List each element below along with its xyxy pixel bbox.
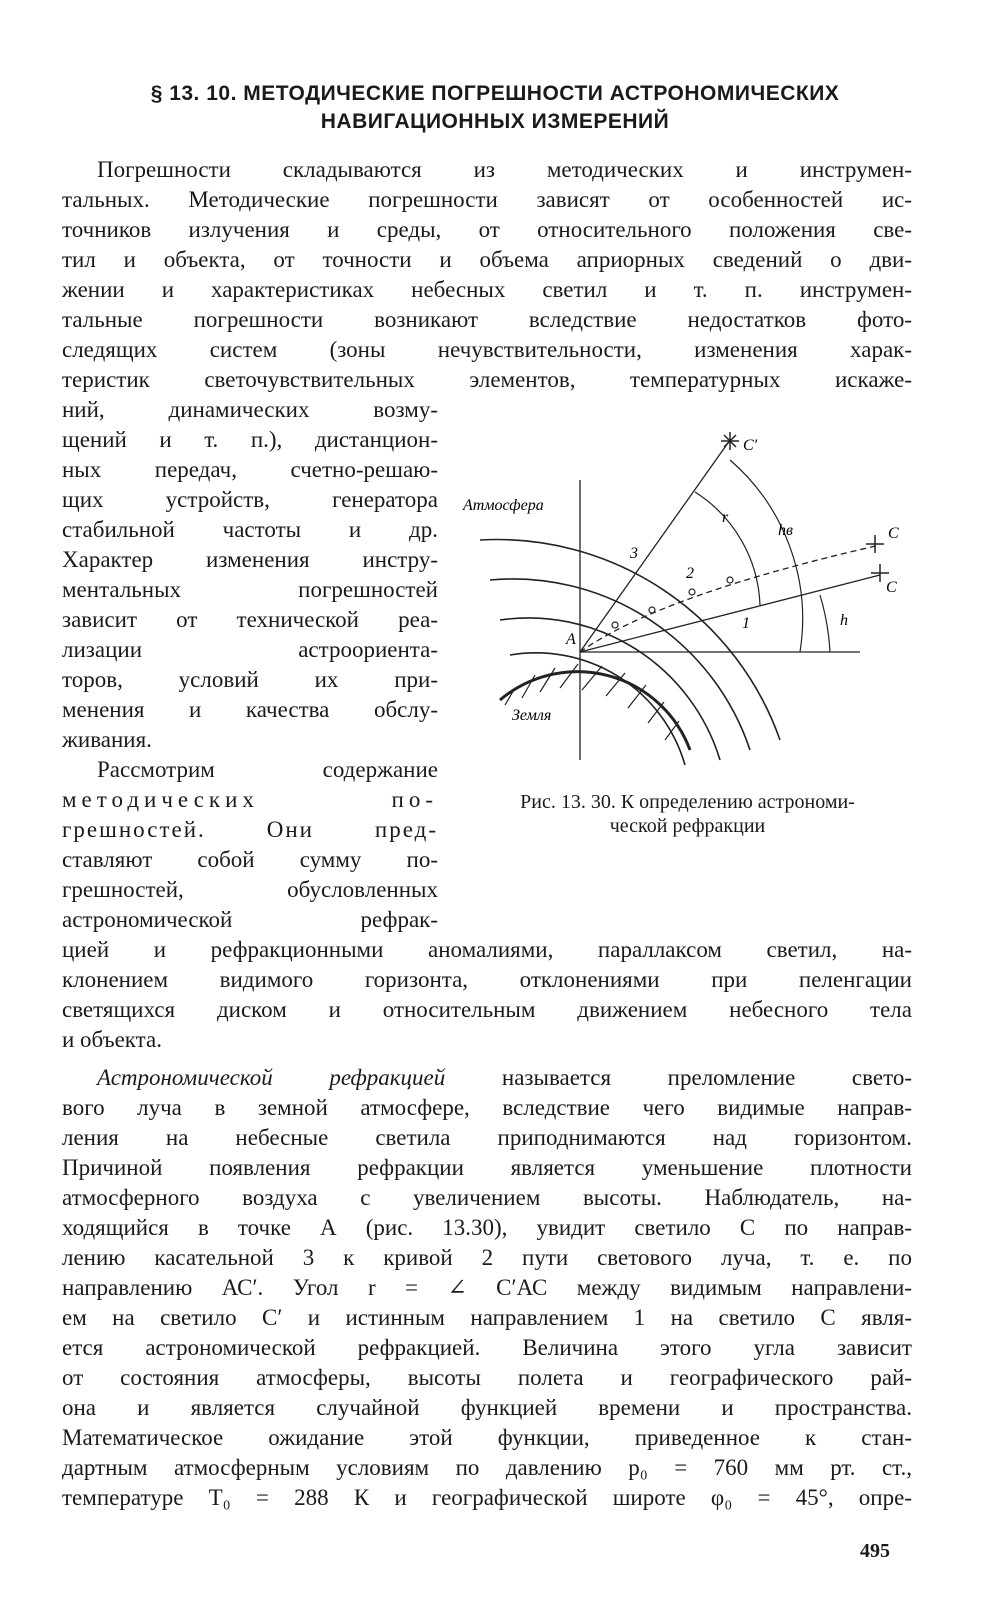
text-line: Рассмотрим содержание — [97, 757, 438, 782]
text-line: ем на светило С′ и истинным направлением 1 на светило С явля- — [62, 1305, 912, 1330]
label-star-c-apparent: C — [888, 525, 899, 542]
text-line: щих устройств, генератора — [62, 487, 438, 512]
text-line: астрономической рефрак- — [62, 907, 438, 932]
text-line: грешностей. Они пред- — [62, 817, 438, 842]
text-line: она и является случайной функцией времени и пространства. — [62, 1395, 912, 1420]
label-line-3: 3 — [630, 545, 638, 562]
text-line: Погрешности складываются из методических и инструмен- — [97, 157, 912, 182]
text-span: называется преломление свето- — [445, 1065, 912, 1090]
text-line: атмосферного воздуха с увеличением высоты. Наблюдатель, на- — [62, 1185, 912, 1210]
text-line: зависит от технической реа- — [62, 607, 438, 632]
label-angle-h-apparent: hв — [778, 522, 793, 539]
text-line: тальные погрешности возникают вследствие недостатков фото- — [62, 307, 912, 332]
figure-caption — [465, 790, 910, 838]
section-title-line2: НАВИГАЦИОННЫХ ИЗМЕРЕНИЙ — [320, 110, 670, 133]
text-line: следящих систем (зоны нечувствительности, изменения харак- — [62, 337, 912, 362]
text-line: температуре T₀ = 288 К и географической широте φ₀ = 45°, опре- — [62, 1485, 912, 1510]
text-line: лению касательной 3 к кривой 2 пути светового луча, т. е. по — [62, 1245, 912, 1270]
text-line — [97, 1063, 912, 1093]
text-line: стабильной частоты и др. — [62, 517, 438, 542]
text-line: торов, условий их при- — [62, 667, 438, 692]
text-line: Математическое ожидание этой функции, приведенное к стан- — [62, 1425, 912, 1450]
figure-refraction-diagram — [460, 420, 920, 780]
label-earth: Земля — [512, 707, 552, 724]
section-title-line1: § 13. 10. МЕТОДИЧЕСКИЕ ПОГРЕШНОСТИ АСТРОНОМИЧЕСКИХ — [150, 82, 840, 105]
page-number: 495 — [860, 1540, 890, 1562]
text-line: ставляют собой сумму по- — [62, 847, 438, 872]
text-line: ных передач, счетно-решаю- — [62, 457, 438, 482]
caption-line1: Рис. 13. 30. К определению астрономи- — [520, 791, 855, 813]
text-line: методических по- — [62, 787, 438, 812]
label-angle-h: h — [840, 612, 848, 629]
text-line: менения и качества обслу- — [62, 697, 438, 722]
label-atmosphere: Атмосфера — [463, 497, 544, 514]
text-line: грешностей, обусловленных — [62, 877, 438, 902]
text-line: лизации астроориента- — [62, 637, 438, 662]
text-line: направлению АС′. Угол r = ∠ С′АС между видимым направлени- — [62, 1275, 912, 1300]
label-star-c-prime: C′ — [743, 437, 758, 454]
text-line: от состояния атмосферы, высоты полета и географического рай- — [62, 1365, 912, 1390]
text-line: ходящийся в точке А (рис. 13.30), увидит светило С по направ- — [62, 1215, 912, 1240]
label-point-a: A — [566, 631, 576, 648]
text-line: ний, динамических возму- — [62, 397, 438, 422]
text-line: точников излучения и среды, от относительного положения све- — [62, 217, 912, 242]
caption-line2: ческой рефракции — [609, 815, 766, 837]
defined-term: Астрономической рефракцией — [97, 1065, 446, 1090]
text-line: дартным атмосферным условиям по давлению p₀ = 760 мм рт. ст., — [62, 1455, 912, 1480]
text-line: Причиной появления рефракции является уменьшение плотности — [62, 1155, 912, 1180]
text-line: вого луча в земной атмосфере, вследствие чего видимые направ- — [62, 1095, 912, 1120]
text-line: и объекта. — [62, 1027, 162, 1052]
label-line-1: 1 — [742, 615, 750, 632]
text-line: тил и объекта, от точности и объема априорных сведений о дви- — [62, 247, 912, 272]
text-line: светящихся диском и относительным движением небесного тела — [62, 997, 912, 1022]
label-angle-r: r — [722, 509, 729, 526]
text-line: клонением видимого горизонта, отклонениями при пеленгации — [62, 967, 912, 992]
label-star-c-true: C — [886, 579, 897, 596]
text-line: ется астрономической рефракцией. Величина этого угла зависит — [62, 1335, 912, 1360]
text-line: Характер изменения инстру- — [62, 547, 438, 572]
section-heading — [60, 80, 930, 136]
text-line: ления на небесные светила приподнимаются над горизонтом. — [62, 1125, 912, 1150]
text-line: живания. — [62, 727, 152, 752]
text-line: ментальных погрешностей — [62, 577, 438, 602]
label-line-2: 2 — [686, 565, 694, 582]
text-line: тальных. Методические погрешности зависят от особенностей ис- — [62, 187, 912, 212]
text-line: жении и характеристиках небесных светил и т. п. инструмен- — [62, 277, 912, 302]
text-line: теристик светочувствительных элементов, температурных искаже- — [62, 367, 912, 392]
text-line: цией и рефракционными аномалиями, параллаксом светил, на- — [62, 937, 912, 962]
text-line: щений и т. п.), дистанцион- — [62, 427, 438, 452]
